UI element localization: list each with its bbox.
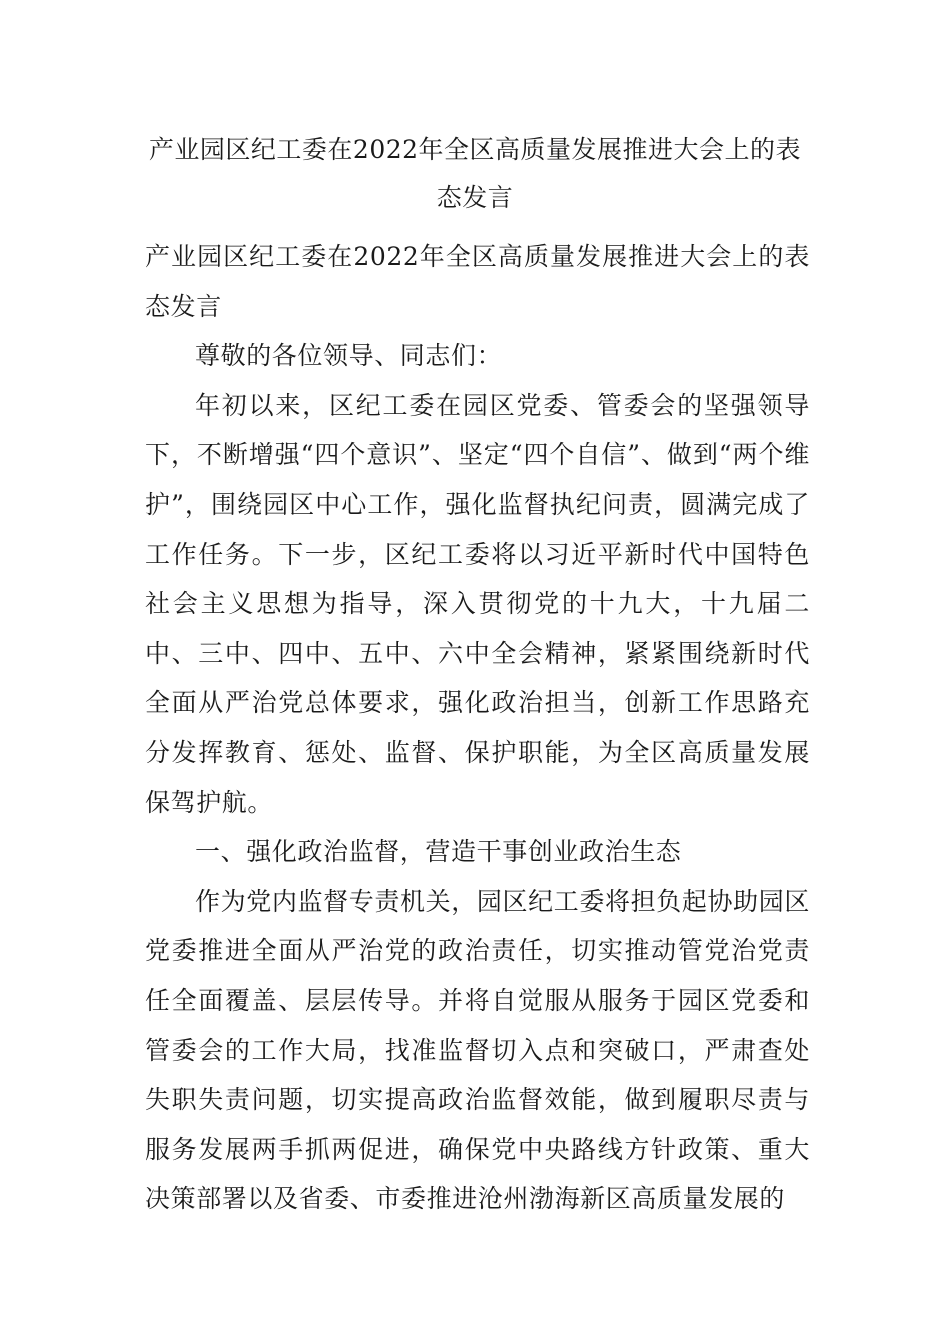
paragraph-section-1: 作为党内监督专责机关，园区纪工委将担负起协助园区党委推进全面从严治党的政治责任，切实推动管党治党责任全面覆盖、层层传导。并将自觉服从服务于园区党委和管委会的工作大局，找准监督切入点和突破口，严肃查处失职失责问题，切实提高政治监督效能，做到履职尽责与服务发展两手抓两促进，确保党中央路线方针政策、重大决策部署以及省委、市委推进沧州渤海新区高质量发展的 (145, 886, 810, 1214)
section-heading-1: 一、强化政治监督，营造干事创业政治生态 (195, 837, 682, 867)
document-body (145, 232, 810, 1224)
salutation: 尊敬的各位领导、同志们： (195, 341, 503, 371)
document-title: 产业园区纪工委在2022年全区高质量发展推进大会上的表态发言 (148, 135, 802, 212)
paragraph-intro: 年初以来，区纪工委在园区党委、管委会的坚强领导下，不断增强“四个意识”、坚定“四个自信”、做到“两个维护”，围绕园区中心工作，强化监督执纪问责，圆满完成了工作任务。下一步，区纪工委将以习近平新时代中国特色社会主义思想为指导，深入贯彻党的十九大，十九届二中、三中、四中、五中、六中全会精神，紧紧围绕新时代全面从严治党总体要求，强化政治担当，创新工作思路充分发挥教育、惩处、监督、保护职能，为全区高质量发展保驾护航。 (145, 390, 810, 817)
document-subtitle: 产业园区纪工委在2022年全区高质量发展推进大会上的表态发言 (145, 242, 810, 321)
